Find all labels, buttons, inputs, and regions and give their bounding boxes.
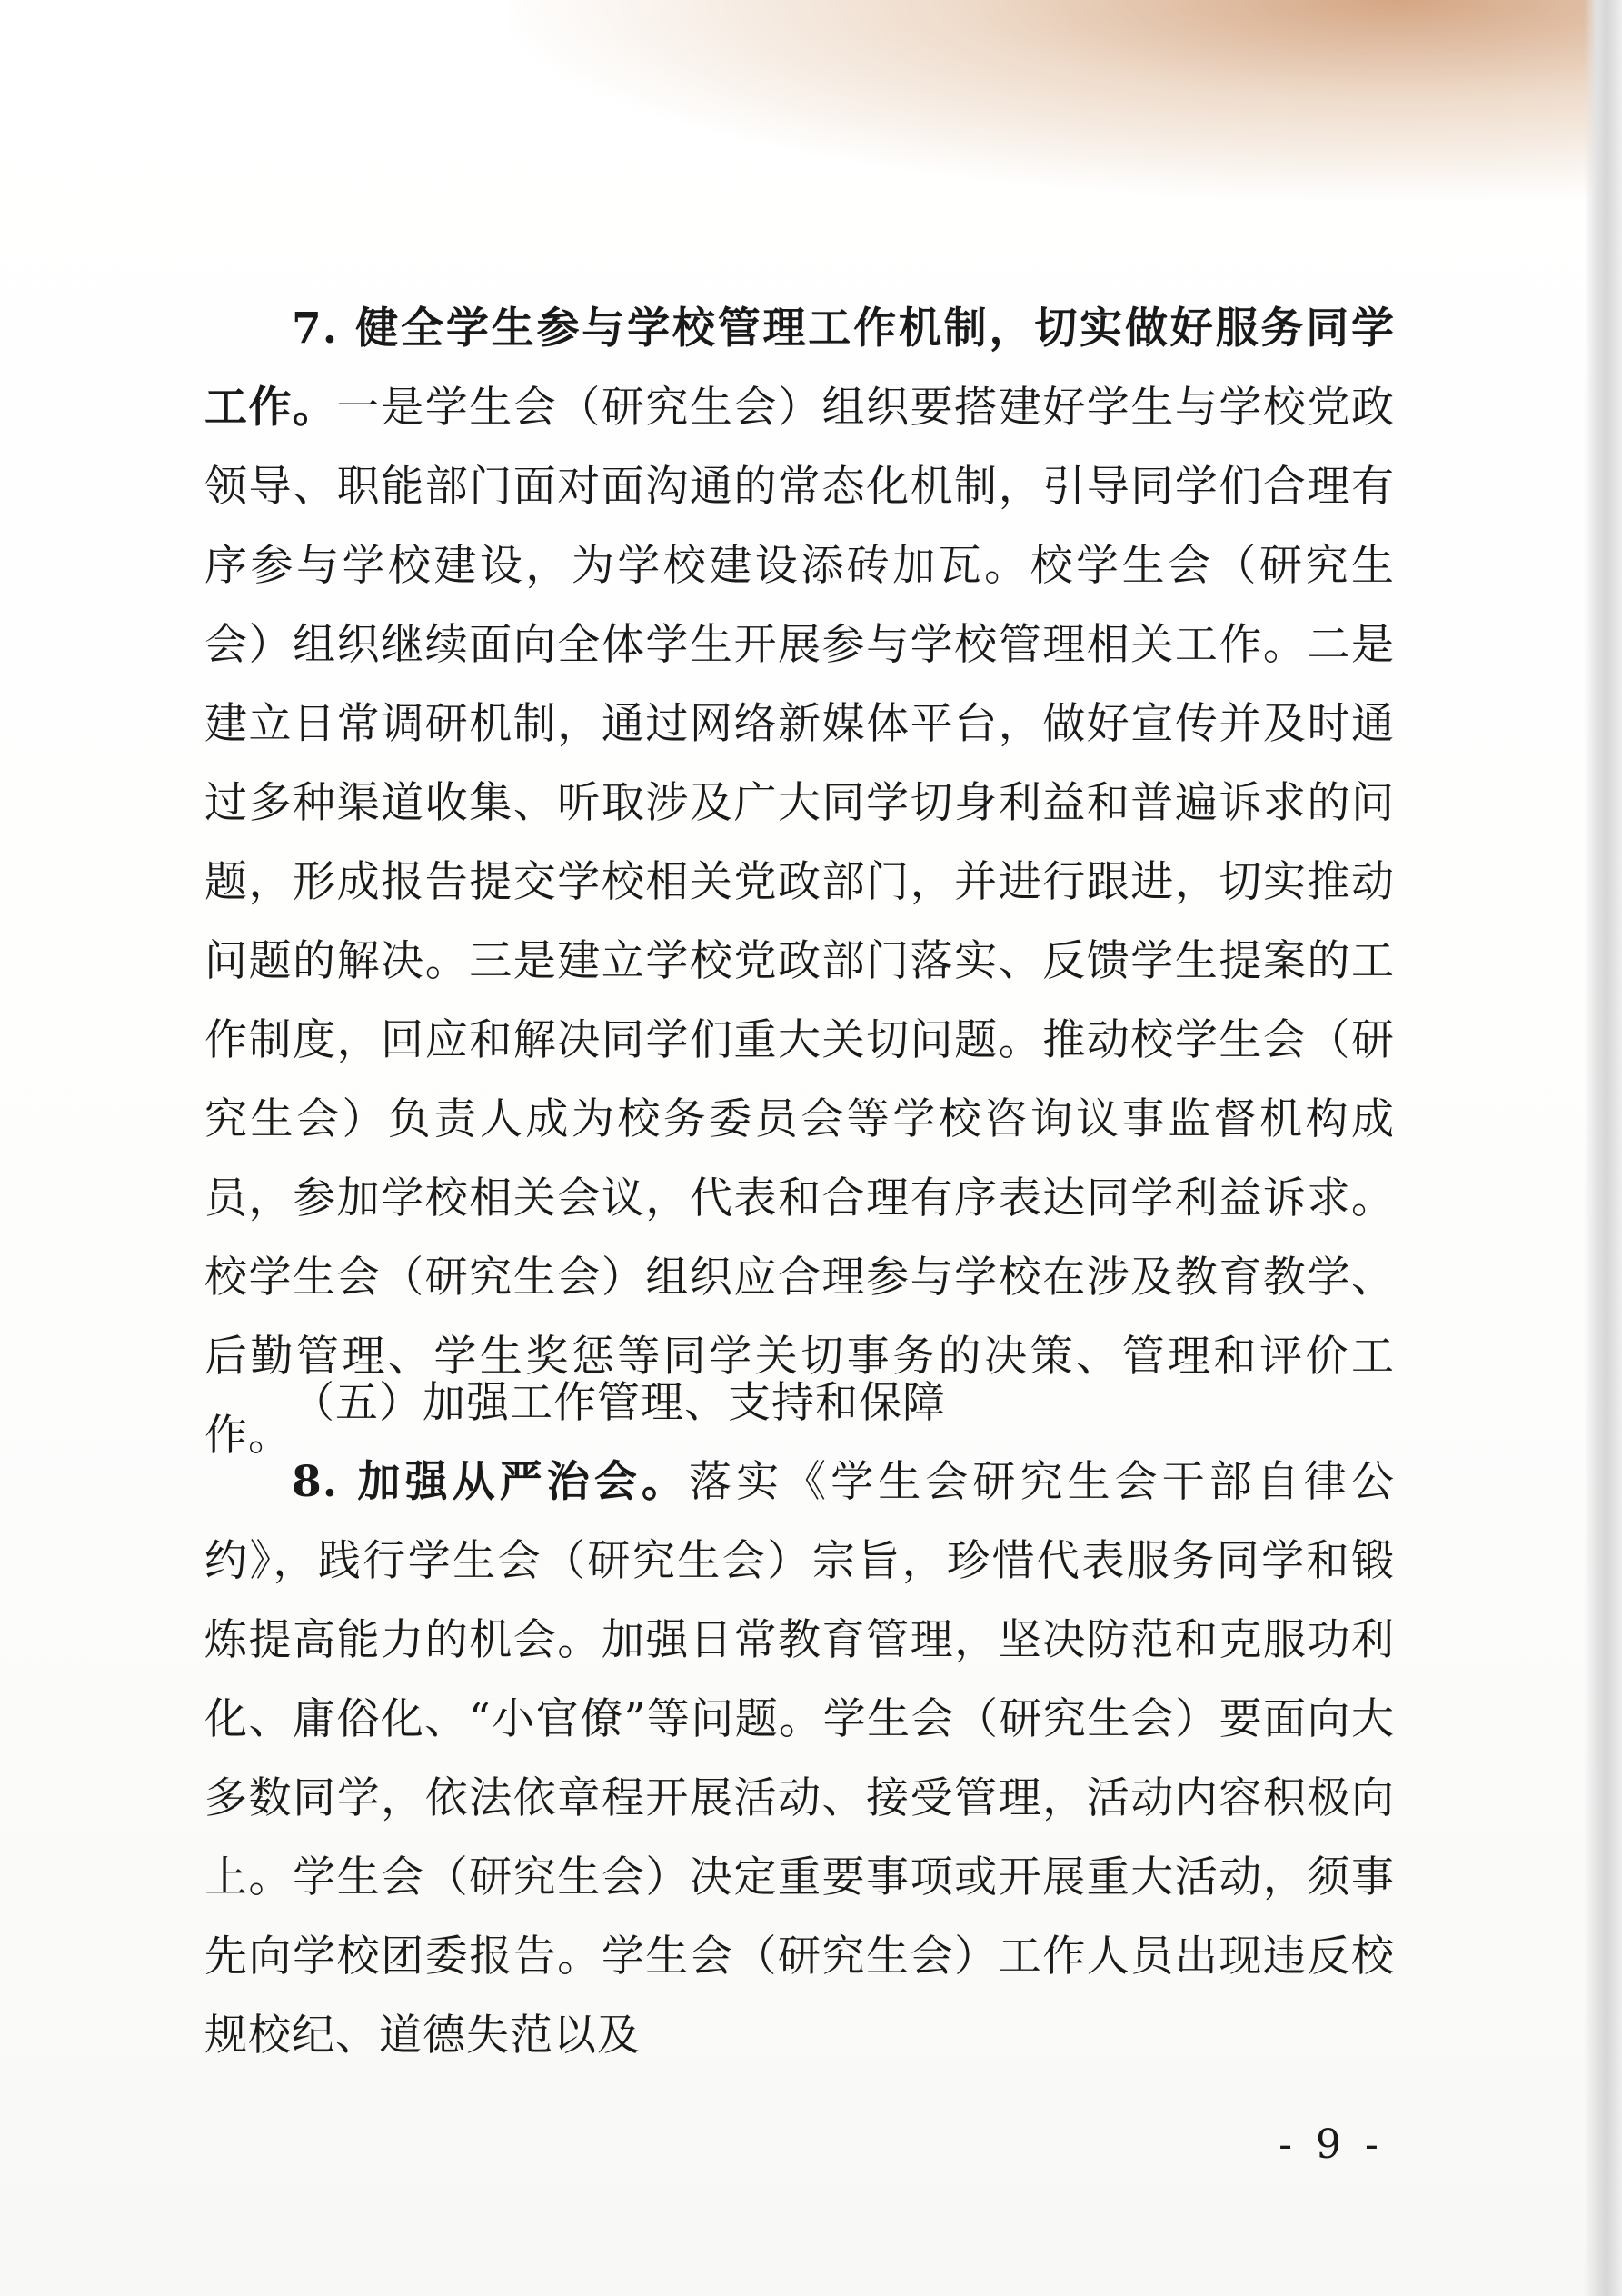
page-number: - 9 - xyxy=(1279,2121,1384,2168)
paragraph-8-body: 落实《学生会研究生会干部自律公约》，践行学生会（研究生会）宗旨，珍惜代表服务同学和锻炼提高能力的机会。加强日常教育管理，坚决防范和克服功利化、庸俗化、“小官僚”等问题。学生会（研究生会）要面向大多数同学，依法依章程开展活动、接受管理，活动内容积极向上。学生会（研究生会）决定重要事项或开展重大活动，须事先向学校团委报告。学生会（研究生会）工作人员出现违反校规校纪、道德失范以及 xyxy=(204,1457,1395,2061)
paragraph-7 xyxy=(204,289,1395,1475)
paragraph-7-heading: 7. 健全学生参与学校管理工作机制，切实做好服务同学工作。 xyxy=(204,304,1395,433)
paragraph-8 xyxy=(204,1442,1395,2075)
paragraph-7-body: 一是学生会（研究生会）组织要搭建好学生与学校党政领导、职能部门面对面沟通的常态化机制，引导同学们合理有序参与学校建设，为学校建设添砖加瓦。校学生会（研究生会）组织继续面向全体学生开展参与学校管理相关工作。二是建立日常调研机制，通过网络新媒体平台，做好宣传并及时通过多种渠道收集、听取涉及广大同学切身利益和普遍诉求的问题，形成报告提交学校相关党政部门，并进行跟进，切实推动问题的解决。三是建立学校党政部门落实、反馈学生提案的工作制度，回应和解决同学们重大关切问题。推动校学生会（研究生会）负责人成为校务委员会等学校咨询议事监督机构成员，参加学校相关会议，代表和合理有序表达同学利益诉求。校学生会（研究生会）组织应合理参与学校在涉及教育教学、后勤管理、学生奖惩等同学关切事务的决策、管理和评价工作。 xyxy=(204,383,1396,1461)
page-edge-artifact xyxy=(1584,0,1622,2296)
section-5-heading: （五）加强工作管理、支持和保障 xyxy=(292,1378,946,1428)
paragraph-8-heading: 8. 加强从严治会。 xyxy=(292,1457,689,1507)
scan-shadow-artifact xyxy=(509,0,1622,200)
